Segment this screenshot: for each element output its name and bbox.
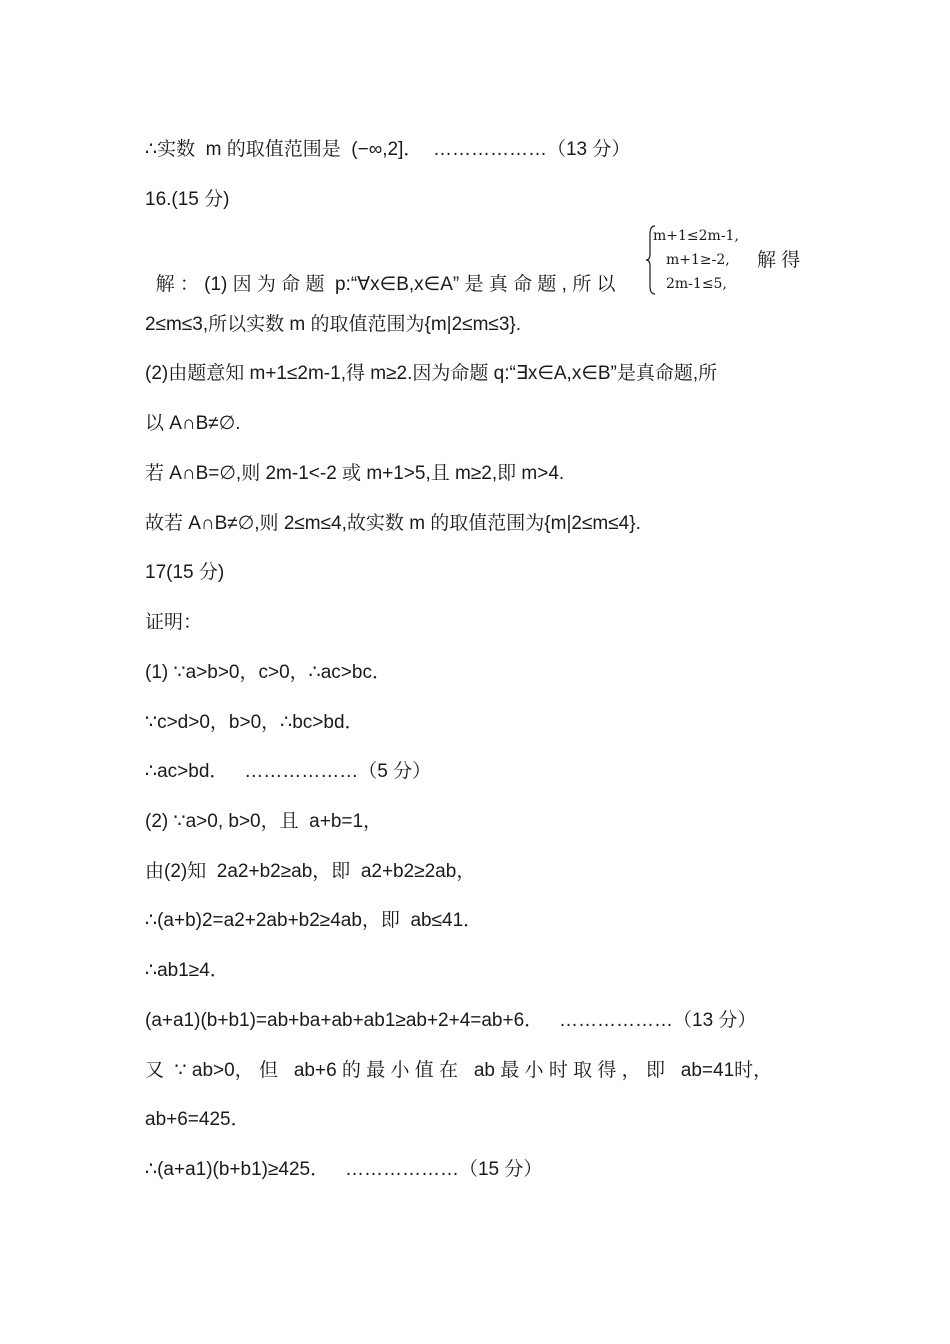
text-line: 由(2)知 2a2+b2≥ab，即 a2+b2≥2ab， [145,861,476,882]
text-line: ab+6=425． [145,1109,250,1130]
solution-intro: 解 ： (1) 因 为 命 题 p:“∀x∈B,x∈A” 是 真 命 题 , 所 以 [155,274,616,295]
text-line: ∴ac>bd． ………………（5 分） [145,761,432,782]
text-line: (1) ∵a>b>0，c>0，∴ac>bc． [145,662,391,683]
text-line: 以 A∩B≠∅. [145,413,241,434]
text-line: (2)由题意知 m+1≤2m-1,得 m≥2.因为命题 q:“∃x∈A,x∈B”是真命题,所 [145,363,718,384]
text-line: (a+a1)(b+b1)=ab+ba+ab+ab1≥ab+2+4=ab+6． ………………（13 分） [145,1010,757,1031]
text-line [145,249,615,297]
text-line: ∴(a+b)2=a2+2ab+b2≥4ab，即 ab≤41． [145,910,483,931]
text-line: 2≤m≤3,所以实数 m 的取值范围为{m|2≤m≤3}. [145,314,522,335]
text-line: (2) ∵a>0, b>0，且 a+b=1， [145,811,383,832]
inequality-1: m+1≤2m-1, [653,228,739,244]
section-heading: 17(15 分) [145,562,225,583]
text-line: 又 ∵ ab>0， 但 ab+6 的 最 小 值 在 ab 最 小 时 取 得 ， 即 ab=41时， [145,1060,773,1081]
text-line: ∴ab1≥4． [145,960,229,981]
text-line: 若 A∩B=∅,则 2m-1<-2 或 m+1>5,且 m≥2,即 m>4. [145,463,565,484]
inequality-2: m+1≥-2, [666,252,730,268]
text-line: 证明： [145,612,203,633]
text-line: 解 得 [757,250,801,271]
inequality-3: 2m-1≤5, [666,276,727,292]
text-line: ∵c>d>0，b>0，∴bc>bd． [145,712,364,733]
section-heading: 16.(15 分) [145,189,230,210]
text-line: ∴(a+a1)(b+b1)≥425． ………………（15 分） [145,1159,543,1180]
text-line: 故若 A∩B≠∅,则 2≤m≤4,故实数 m 的取值范围为{m|2≤m≤4}. [145,513,641,534]
text-line: ∴实数 m 的取值范围是 (−∞,2]． ………………（13 分） [145,139,631,160]
